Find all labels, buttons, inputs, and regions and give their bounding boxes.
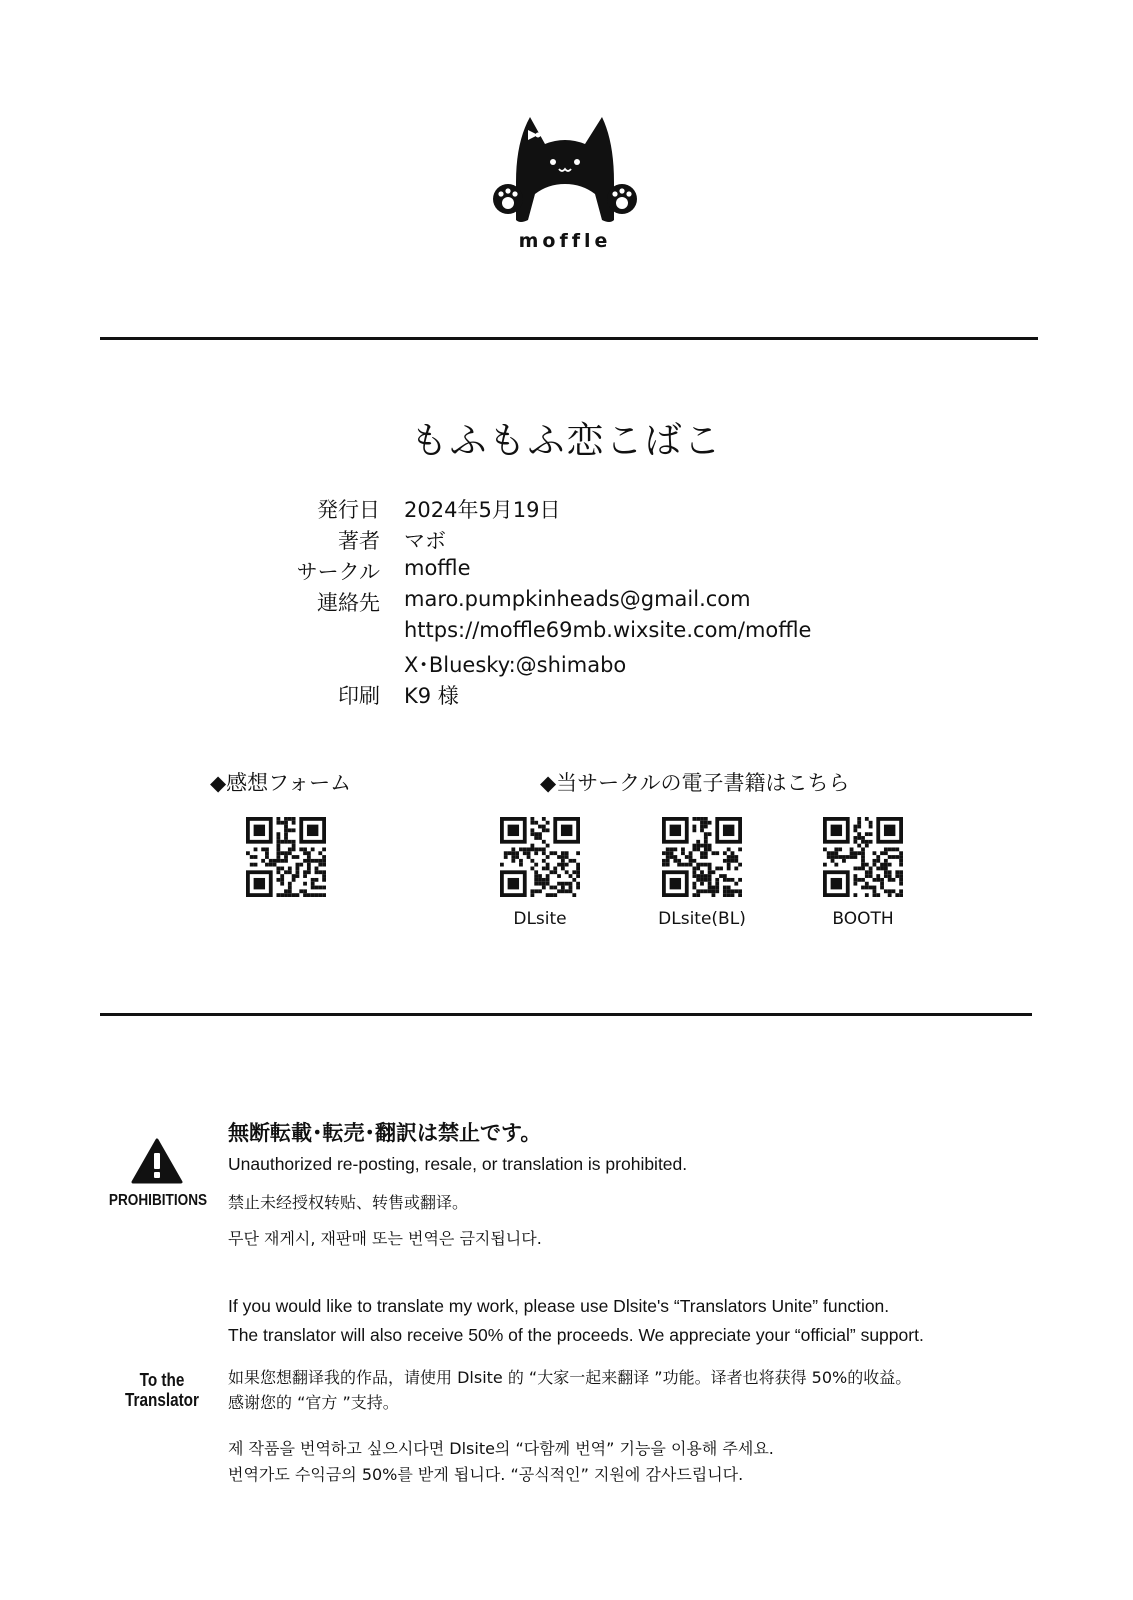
colophon-label: 連絡先 (317, 591, 380, 615)
contact-url[interactable]: https://moffle69mb.wixsite.com/moffle (404, 618, 812, 642)
translator-en-line: The translator will also receive 50% of the proceeds. We appreciate your “official” support. (228, 1325, 924, 1345)
prohibition-zh: 禁止未经授权转贴、转售或翻译。 (228, 1193, 469, 1212)
colophon-label: 発行日 (317, 498, 380, 522)
translator-caption-line: To the (139, 1370, 185, 1390)
booth-qr-code[interactable] (823, 817, 903, 897)
feedback-heading: ◆感想フォーム (210, 771, 352, 795)
prohibition-ja: 無断転載･転売･翻訳は禁止です。 (228, 1122, 542, 1145)
colophon-value: moffle (404, 556, 471, 580)
logo-wordmark: moffle (518, 230, 612, 252)
feedback-qr-code[interactable] (246, 817, 326, 897)
translator-caption (113, 1370, 212, 1410)
translator-zh-line: 感谢您的 “官方 ”支持。 (228, 1393, 399, 1412)
translator-caption-line: Translator (125, 1390, 199, 1410)
qr-label-booth: BOOTH (832, 909, 894, 929)
prohibition-en: Unauthorized re-posting, resale, or translation is prohibited. (228, 1154, 688, 1174)
prohibition-ko: 무단 재게시, 재판매 또는 번역은 금지됩니다. (228, 1229, 542, 1248)
contact-email[interactable]: maro.pumpkinheads@gmail.com (404, 587, 751, 611)
top-divider (100, 337, 1038, 340)
colophon-value: マボ (404, 529, 446, 553)
contact-social: X･Bluesky:@shimabo (404, 653, 627, 677)
colophon-label: 印刷 (338, 684, 380, 708)
translator-ko-line: 제 작품을 번역하고 싶으시다면 Dlsite의 “다함께 번역” 기능을 이용해 주세요. (228, 1439, 774, 1458)
ebooks-heading: ◆当サークルの電子書籍はこちら (540, 771, 850, 795)
translator-en-line: If you would like to translate my work, please use Dlsite's “Translators Unite” function. (228, 1296, 890, 1316)
translator-zh-line: 如果您想翻译我的作品，请使用 Dlsite 的 “大家一起来翻译 ”功能。译者也将获得 50%的收益。 (228, 1368, 912, 1387)
colophon-label: サークル (296, 560, 380, 584)
translator-ko-line: 번역가도 수익금의 50%를 받게 됩니다. “공식적인” 지원에 감사드립니다. (228, 1465, 744, 1484)
colophon-label: 著者 (338, 529, 380, 553)
dlsite-bl-qr-code[interactable] (662, 817, 742, 897)
book-title: もふもふ恋こばこ (410, 419, 723, 462)
qr-label-dlsite: DLsite (513, 909, 567, 929)
dlsite-qr-code[interactable] (500, 817, 580, 897)
warning-icon (131, 1138, 183, 1184)
colophon-value: K9 様 (404, 684, 459, 708)
prohibitions-caption: PROHIBITIONS (108, 1192, 208, 1209)
qr-label-dlsite-bl: DLsite(BL) (658, 909, 746, 929)
colophon-value: 2024年5月19日 (404, 498, 561, 522)
bottom-divider (100, 1013, 1032, 1016)
